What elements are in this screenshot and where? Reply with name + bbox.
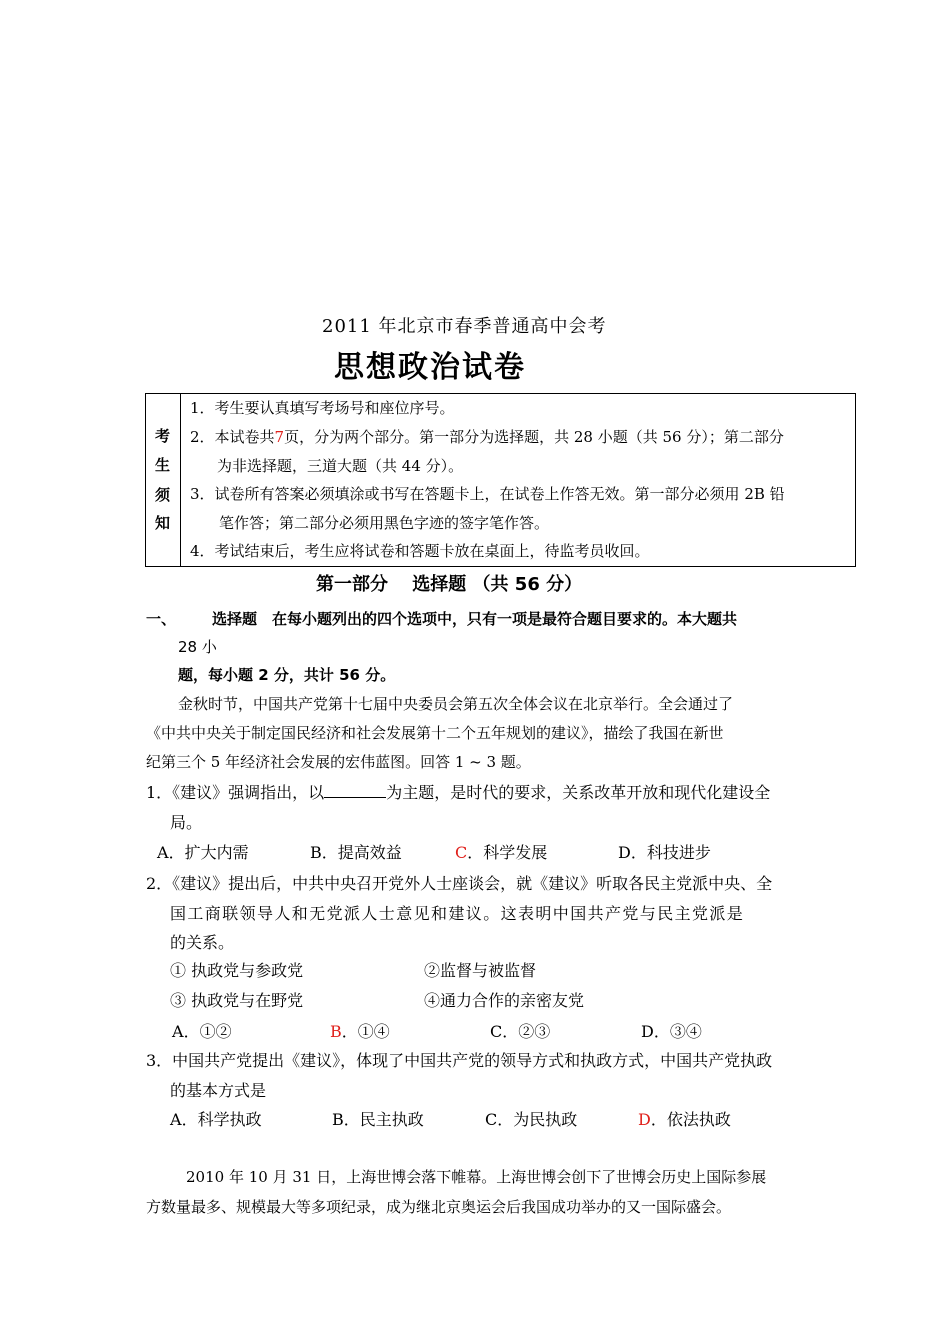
- notice-label-char: 知: [154, 514, 170, 532]
- option-text: ．科技进步: [630, 843, 711, 862]
- option-text: ．①④: [341, 1022, 390, 1041]
- question-3-option-a: [170, 1107, 262, 1130]
- option-text: ．科学执政: [181, 1110, 262, 1129]
- question-3-stem: 3．中国共产党提出《建议》，体现了中国共产党的领导方式和执政方式，中国共产党执政: [146, 1051, 773, 1070]
- question-2-statement-3: ③ 执政党与在野党: [170, 991, 304, 1010]
- exam-title: 思想政治试卷: [334, 350, 526, 385]
- question-2-option-c: [490, 1019, 550, 1042]
- option-text: ．依法执政: [650, 1110, 731, 1129]
- question-2-option-b: [330, 1019, 390, 1042]
- option-letter: A: [172, 1022, 184, 1041]
- passage1-line1: 金秋时节，中国共产党第十七届中央委员会第五次全体会议在北京举行。全会通过了: [178, 695, 734, 713]
- question-3-option-d: [638, 1107, 731, 1130]
- question-3-option-c: [485, 1107, 577, 1130]
- option-letter-answer: B: [330, 1022, 342, 1041]
- notice-item-1: 1．考生要认真填写考场号和座位序号。: [190, 399, 455, 417]
- option-text: ．③④: [653, 1022, 702, 1041]
- option-letter-answer: D: [638, 1110, 651, 1129]
- question-3-option-b: [332, 1107, 424, 1130]
- notice-item-2-text-b: 页，分为两个部分。第一部分为选择题，共 28 小题（共 56 分）；第二部分: [284, 428, 784, 446]
- question-2-statement-1: ① 执政党与参政党: [170, 961, 304, 980]
- section-instruction: 选择题 在每小题列出的四个选项中，只有一项是最符合题目要求的。本大题共: [212, 610, 738, 628]
- question-2-stem-cont: 国工商联领导人和无党派人士意见和建议。这表明中国共产党与民主党派是: [170, 904, 745, 923]
- option-letter: C: [485, 1110, 498, 1129]
- question-2-option-d: [641, 1019, 702, 1042]
- option-text: ．民主执政: [343, 1110, 424, 1129]
- question-2-statement-4: ④通力合作的亲密友党: [424, 991, 585, 1010]
- option-letter: D: [641, 1022, 654, 1041]
- notice-item-3: 3．试卷所有答案必须填涂或书写在答题卡上，在试卷上作答无效。第一部分必须用 2B 铅: [190, 485, 785, 503]
- option-letter: B: [332, 1110, 344, 1129]
- question-1-option-a: [157, 840, 249, 863]
- option-letter-answer: C: [455, 843, 468, 862]
- notice-label-char: 考: [154, 427, 170, 445]
- passage2-line1: 2010 年 10 月 31 日，上海世博会落下帷幕。上海世博会创下了世博会历史上国际参展: [186, 1168, 767, 1186]
- option-text: ．提高效益: [321, 843, 402, 862]
- option-letter: A: [170, 1110, 182, 1129]
- notice-item-3-cont: 笔作答；第二部分必须用黑色字迹的签字笔作答。: [219, 514, 550, 532]
- notice-item-2-text-a: 2．本试卷共: [190, 428, 275, 446]
- question-2-stem: 2．《建议》提出后，中共中央召开党外人士座谈会，就《建议》听取各民主党派中央、全: [146, 874, 773, 893]
- notice-item-2-cont: 为非选择题，三道大题（共 44 分）。: [217, 457, 464, 475]
- passage1-line2: 《中共中央关于制定国民经济和社会发展第十二个五年规划的建议》，描绘了我国在新世: [146, 724, 724, 742]
- option-text: ．为民执政: [497, 1110, 578, 1129]
- question-1-option-b: [310, 840, 402, 863]
- section-number: 一、: [146, 610, 177, 628]
- question-1-stem-b: 为主题，是时代的要求，关系改革开放和现代化建设全: [386, 783, 771, 802]
- question-1-stem: [146, 780, 770, 803]
- answer-blank: [324, 783, 386, 798]
- question-1-stem-cont: 局。: [170, 813, 203, 832]
- question-1-option-c: [455, 840, 547, 863]
- notice-item-2-page-count: 7: [274, 428, 285, 446]
- notice-item-4: 4．考试结束后，考生应将试卷和答题卡放在桌面上，待监考员收回。: [190, 542, 650, 560]
- option-text: ．②③: [502, 1022, 551, 1041]
- question-2-statement-2: ②监督与被监督: [424, 961, 537, 980]
- option-letter: B: [310, 843, 322, 862]
- notice-label-char: 须: [154, 486, 170, 504]
- passage1-line3: 纪第三个 5 年经济社会发展的宏伟蓝图。回答 1 ~ 3 题。: [146, 753, 531, 771]
- question-1-stem-a: 1．《建议》强调指出，以: [146, 783, 325, 802]
- passage2-line2: 方数量最多、规模最大等多项纪录，成为继北京奥运会后我国成功举办的又一国际盛会。: [146, 1198, 732, 1216]
- exam-subtitle: 2011 年北京市春季普通高中会考: [322, 316, 607, 337]
- option-letter: C: [490, 1022, 503, 1041]
- option-text: ．①②: [183, 1022, 232, 1041]
- notice-label-char: 生: [154, 456, 170, 474]
- notice-item-2: [190, 426, 784, 447]
- option-letter: D: [618, 843, 631, 862]
- option-text: ．科学发展: [467, 843, 548, 862]
- option-text: ．扩大内需: [168, 843, 249, 862]
- question-2-stem-cont2: 的关系。: [170, 933, 235, 952]
- notice-box-divider: [180, 393, 181, 567]
- question-3-stem-cont: 的基本方式是: [170, 1081, 267, 1100]
- question-1-option-d: [618, 840, 711, 863]
- section-instruction-cont2: 题，每小题 2 分，共计 56 分。: [178, 666, 396, 684]
- part1-heading: 第一部分 选择题 （共 56 分）: [316, 574, 583, 595]
- option-letter: A: [157, 843, 169, 862]
- question-2-option-a: [172, 1019, 232, 1042]
- section-instruction-cont1: 28 小: [178, 638, 217, 656]
